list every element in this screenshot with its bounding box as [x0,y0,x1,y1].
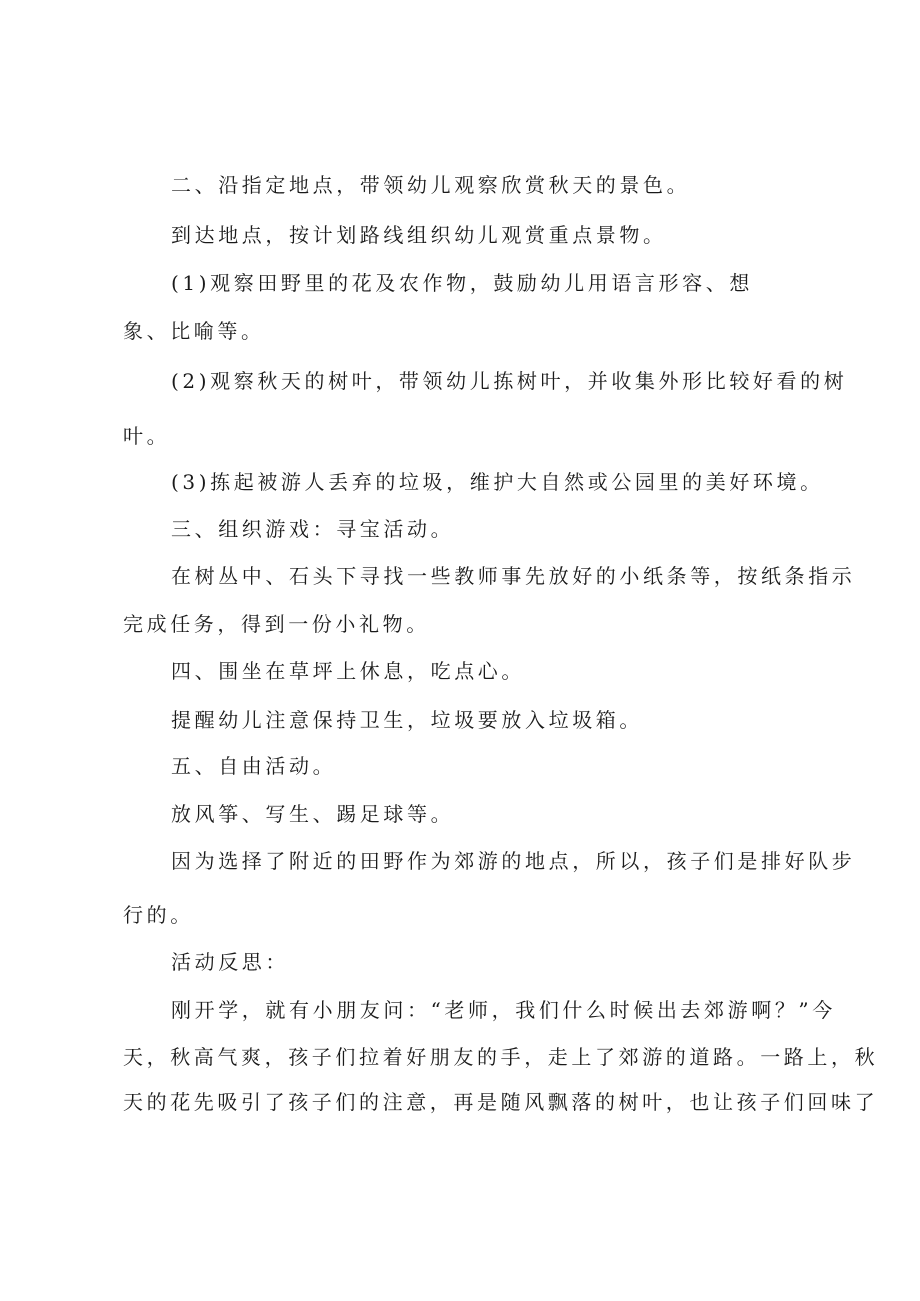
section-heading-4: 四、围坐在草坪上休息，吃点心。 [171,659,525,683]
reflection-paragraph-line: 刚开学，就有小朋友问：“老师，我们什么时候出去郊游啊？”今 [171,998,836,1022]
list-item-2-continued: 叶。 [123,424,171,448]
paragraph-line: 到达地点，按计划路线组织幼儿观赏重点景物。 [171,223,667,247]
section-heading-5: 五、自由活动。 [171,754,337,778]
paragraph-line: 提醒幼儿注意保持卫生，垃圾要放入垃圾箱。 [171,708,643,732]
list-item-1: (1)观察田野里的花及农作物，鼓励幼儿用语言形容、想 [171,271,753,295]
list-item-3: (3)拣起被游人丢弃的垃圾，维护大自然或公园里的美好环境。 [171,470,824,494]
reflection-paragraph-line: 天的花先吸引了孩子们的注意，再是随风飘落的树叶，也让孩子们回味了 [123,1090,879,1114]
section-heading-3: 三、组织游戏：寻宝活动。 [171,517,455,541]
list-item-1-continued: 象、比喻等。 [123,319,265,343]
paragraph-line: 因为选择了附近的田野作为郊游的地点，所以，孩子们是排好队步 [171,849,856,873]
reflection-heading: 活动反思： [171,950,289,974]
section-heading-2: 二、沿指定地点，带领幼儿观察欣赏秋天的景色。 [171,173,691,197]
paragraph-line: 在树丛中、石头下寻找一些教师事先放好的小纸条等，按纸条指示 [171,564,856,588]
list-item-2: (2)观察秋天的树叶，带领幼儿拣树叶，并收集外形比较好看的树 [171,369,848,393]
paragraph-line-continued: 完成任务，得到一份小礼物。 [123,612,430,636]
paragraph-line-continued: 行的。 [123,903,194,927]
paragraph-line: 放风筝、写生、踢足球等。 [171,802,455,826]
reflection-paragraph-line: 天，秋高气爽，孩子们拉着好朋友的手，走上了郊游的道路。一路上，秋 [123,1045,879,1069]
